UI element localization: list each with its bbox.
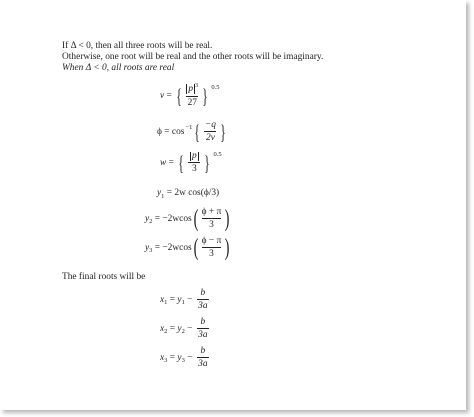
equation-x2: x 2 = y 2 − $\frac{b}{3a}$	[160, 317, 208, 340]
fraction-x2: $\frac{b}{3a}$	[198, 317, 208, 340]
intro-line-2: Otherwise, one root will be real and the other roots will be imaginary.	[62, 52, 324, 62]
fraction-v: $\frac{p ^3}{27}$	[187, 83, 199, 108]
equation-y2: y 2 = −2w cos ( $\frac{\phi + \pi}{3}$ )	[145, 205, 230, 232]
fraction-x3: $\frac{b}{3a}$	[198, 346, 208, 369]
fraction-x1: $\frac{b}{3a}$	[198, 288, 208, 311]
intro-line-1: If Δ < 0, then all three roots will be real.	[62, 41, 213, 51]
equation-w: w = { $\frac{p}{3}$ } 0.5	[160, 150, 222, 175]
fraction-y2: $\frac{\phi + \pi}{3}$	[201, 207, 222, 230]
equation-x3: x 3 = y 3 − $\frac{b}{3a}$	[160, 346, 208, 369]
fraction-y3: $\frac{\phi - \pi}{3}$	[201, 236, 222, 259]
intro-text	[62, 41, 323, 74]
equation-y1: y 1 = 2w cos(ϕ/3)	[157, 188, 220, 200]
equation-v: v = { $\frac{p ^3}{27}$ } 0.5	[160, 83, 220, 108]
fraction-w: $\frac{p}{3}$	[188, 152, 200, 174]
equation-x1: x 1 = y 1 − $\frac{b}{3a}$	[160, 288, 208, 311]
final-roots-label: The final roots will be	[62, 272, 146, 282]
equation-phi: ϕ = cos −1 { $\frac{-q}{2v}$ }	[157, 119, 227, 144]
fraction-phi: $\frac{-q}{2v}$	[204, 120, 216, 143]
equation-y3: y 3 = −2w cos ( $\frac{\phi - \pi}{3}$ )	[145, 234, 230, 261]
intro-line-3: When Δ < 0, all roots are real	[62, 63, 175, 73]
